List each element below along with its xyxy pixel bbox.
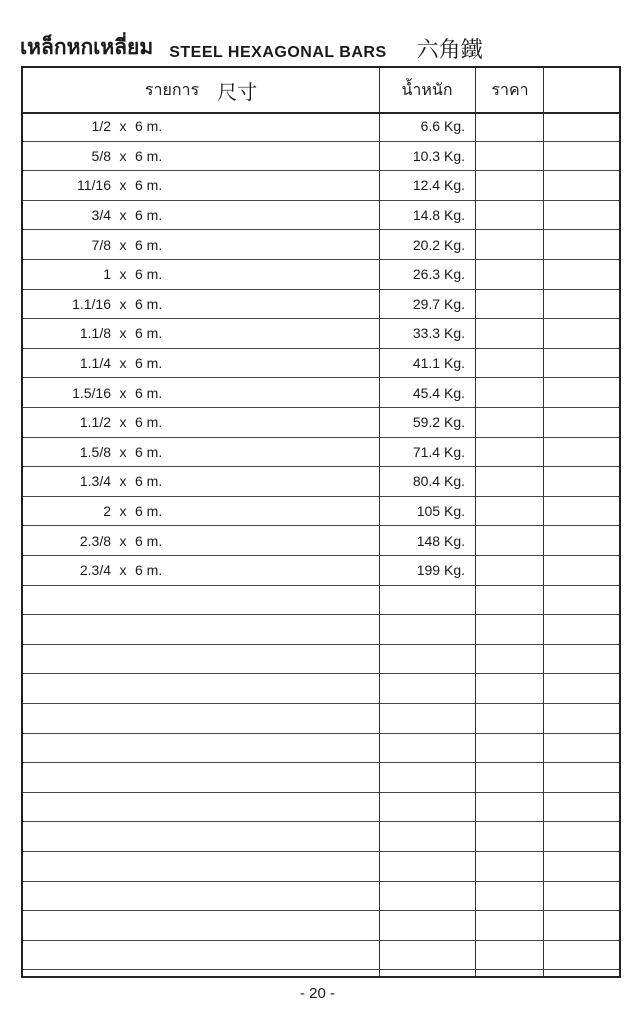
size-cell [23, 290, 379, 319]
price-table [21, 66, 621, 978]
times-sign: x [119, 532, 127, 549]
column-header-item [23, 68, 379, 112]
bar-length: 6 m. [135, 443, 163, 460]
bar-length: 6 m. [135, 207, 163, 224]
bar-length: 6 m. [135, 147, 163, 164]
size-cell [23, 497, 379, 526]
bar-length: 6 m. [135, 266, 163, 283]
table-row [23, 734, 619, 764]
bar-size: 1.1/16 [72, 295, 111, 312]
table-row [23, 704, 619, 734]
table-row [23, 201, 619, 231]
bar-length: 6 m. [135, 118, 163, 135]
bar-length: 6 m. [135, 325, 163, 342]
bar-size: 1.5/16 [72, 384, 111, 401]
weight-cell: 26.3 Kg. [412, 266, 465, 283]
weight-cell: 20.2 Kg. [412, 236, 465, 253]
bar-size: 11/16 [77, 177, 111, 194]
times-sign: x [119, 177, 127, 194]
bar-size: 3/4 [91, 207, 111, 224]
title-thai: เหล็กหกเหลี่ยม [20, 35, 154, 59]
column-divider-weight [379, 68, 380, 976]
weight-cell: 6.6 Kg. [420, 118, 465, 135]
weight-cell: 10.3 Kg. [412, 147, 465, 164]
table-row [23, 290, 619, 320]
column-header-item-chinese: 尺寸 [217, 79, 258, 104]
size-cell [23, 438, 379, 467]
size-cell [23, 556, 379, 585]
table-row [23, 408, 619, 438]
times-sign: x [119, 443, 127, 460]
table-row [23, 142, 619, 172]
table-row [23, 882, 619, 912]
weight-cell: 148 Kg. [416, 532, 465, 549]
table-row [23, 260, 619, 290]
weight-cell: 71.4 Kg. [412, 443, 465, 460]
page-number: - 20 - [299, 985, 335, 1002]
weight-cell: 14.8 Kg. [412, 207, 465, 224]
times-sign: x [119, 118, 127, 135]
weight-cell: 199 Kg. [416, 562, 465, 579]
table-row [23, 556, 619, 586]
table-row [23, 319, 619, 349]
size-cell [23, 112, 379, 141]
title-english: STEEL HEXAGONAL BARS [169, 44, 387, 61]
bar-length: 6 m. [135, 177, 163, 194]
table-row [23, 793, 619, 823]
bar-size: 5/8 [91, 147, 111, 164]
bar-length: 6 m. [135, 414, 163, 431]
title-chinese: 六角鐵 [416, 38, 483, 63]
table-row [23, 171, 619, 201]
page-title [20, 30, 620, 64]
size-cell [23, 260, 379, 289]
size-cell [23, 467, 379, 496]
times-sign: x [119, 266, 127, 283]
weight-cell: 45.4 Kg. [412, 384, 465, 401]
bar-length: 6 m. [135, 355, 163, 372]
bar-size: 2.3/4 [79, 562, 111, 579]
bar-size: 1.1/8 [79, 325, 111, 342]
column-divider-price [475, 68, 476, 976]
times-sign: x [119, 562, 127, 579]
table-row [23, 497, 619, 527]
table-row [23, 911, 619, 941]
size-cell [23, 378, 379, 407]
column-header-item-thai: รายการ [144, 79, 200, 99]
bar-size: 1.1/2 [79, 414, 111, 431]
bar-size: 7/8 [91, 236, 111, 253]
table-row [23, 941, 619, 971]
size-cell [23, 408, 379, 437]
table-row [23, 674, 619, 704]
table-row [23, 615, 619, 645]
times-sign: x [119, 295, 127, 312]
bar-length: 6 m. [135, 503, 163, 520]
bar-size: 1/2 [91, 118, 111, 135]
bar-size: 1.5/8 [79, 443, 111, 460]
table-row [23, 349, 619, 379]
size-cell [23, 142, 379, 171]
bar-size: 1.1/4 [79, 355, 111, 372]
times-sign: x [119, 503, 127, 520]
weight-cell: 12.4 Kg. [412, 177, 465, 194]
bar-length: 6 m. [135, 295, 163, 312]
table-row [23, 438, 619, 468]
bar-length: 6 m. [135, 473, 163, 490]
times-sign: x [119, 236, 127, 253]
weight-cell: 41.1 Kg. [412, 355, 465, 372]
table-row [23, 852, 619, 882]
bar-length: 6 m. [135, 562, 163, 579]
bar-length: 6 m. [135, 532, 163, 549]
bar-size: 2 [103, 503, 111, 520]
weight-cell: 59.2 Kg. [412, 414, 465, 431]
size-cell [23, 526, 379, 555]
size-cell [23, 349, 379, 378]
bar-length: 6 m. [135, 384, 163, 401]
column-header-price: ราคา [491, 79, 529, 99]
times-sign: x [119, 147, 127, 164]
times-sign: x [119, 355, 127, 372]
size-cell [23, 171, 379, 200]
column-divider-extra [543, 68, 544, 976]
times-sign: x [119, 414, 127, 431]
table-row [23, 763, 619, 793]
weight-cell: 33.3 Kg. [412, 325, 465, 342]
bar-size: 1 [103, 266, 111, 283]
table-row [23, 645, 619, 675]
size-cell [23, 201, 379, 230]
table-row [23, 526, 619, 556]
table-row [23, 467, 619, 497]
times-sign: x [119, 384, 127, 401]
size-cell [23, 230, 379, 259]
bar-size: 1.3/4 [79, 473, 111, 490]
table-row [23, 378, 619, 408]
table-row [23, 822, 619, 852]
bar-size: 2.3/8 [79, 532, 111, 549]
table-header [23, 68, 619, 114]
column-header-weight: น้ำหนัก [401, 79, 453, 99]
weight-cell: 80.4 Kg. [412, 473, 465, 490]
weight-cell: 105 Kg. [416, 503, 465, 520]
table-row [23, 586, 619, 616]
bar-length: 6 m. [135, 236, 163, 253]
times-sign: x [119, 473, 127, 490]
table-row [23, 112, 619, 142]
times-sign: x [119, 325, 127, 342]
times-sign: x [119, 207, 127, 224]
table-row [23, 230, 619, 260]
size-cell [23, 319, 379, 348]
weight-cell: 29.7 Kg. [412, 295, 465, 312]
